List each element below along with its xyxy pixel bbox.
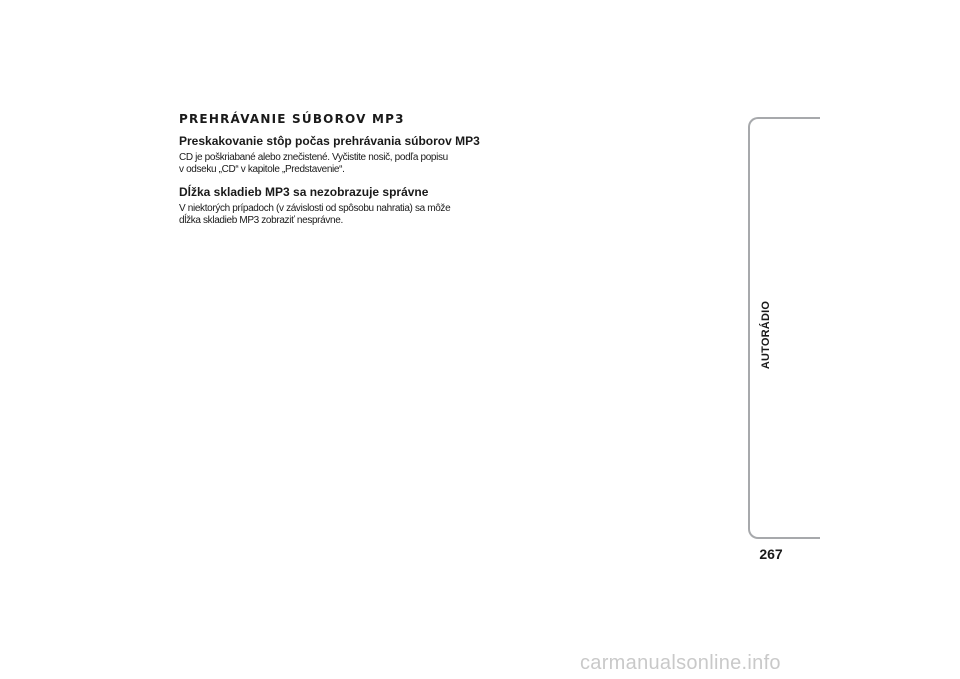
page-number: 267	[759, 546, 783, 562]
item-skipping-tracks	[179, 134, 479, 176]
subheading-track-length: Dĺžka skladieb MP3 sa nezobrazuje správne	[179, 185, 429, 199]
paragraph-line: v odseku „CD“ v kapitole „Predstavenie“.	[179, 164, 345, 175]
chapter-label: AUTORÁDIO	[760, 300, 772, 370]
section-title: PREHRÁVANIE SÚBOROV MP3	[179, 112, 405, 126]
main-content	[179, 112, 479, 236]
paragraph-skipping-tracks	[179, 152, 479, 176]
paragraph-line: CD je poškriabané alebo znečistené. Vyčistite nosič, podľa popisu	[179, 152, 448, 163]
subheading-skipping-tracks: Preskakovanie stôp počas prehrávania súborov MP3	[179, 134, 480, 148]
watermark: carmanualsonline.info	[580, 652, 781, 674]
item-track-length	[179, 185, 479, 227]
paragraph-line: V niektorých prípadoch (v závislosti od spôsobu nahratia) sa môže	[179, 203, 451, 214]
paragraph-track-length	[179, 203, 479, 227]
paragraph-line: dĺžka skladieb MP3 zobraziť nesprávne.	[179, 215, 343, 226]
chapter-tab	[746, 290, 786, 380]
